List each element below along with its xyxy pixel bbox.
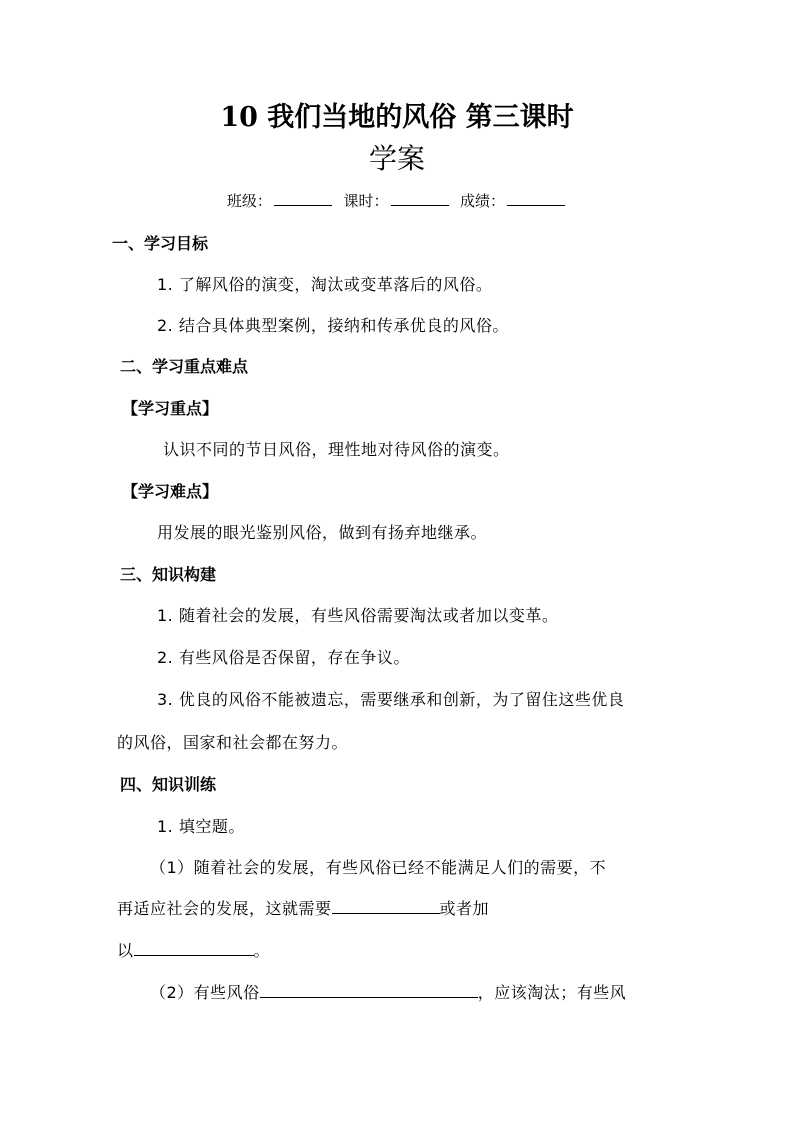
class-blank xyxy=(274,191,332,206)
knowledge-item-3-line1: 3. 优良的风俗不能被遗忘，需要继承和创新，为了留住这些优良 xyxy=(157,690,625,709)
part-1-text-b: 或者加 xyxy=(439,899,490,918)
question-1-part-1-line1: （1）随着社会的发展，有些风俗已经不能满足人们的需要，不 xyxy=(150,858,607,877)
key-point-label: 【学习重点】 xyxy=(122,399,219,418)
student-info-line xyxy=(0,190,794,212)
part-1-text-d: 。 xyxy=(253,941,271,960)
difficulty-label: 【学习难点】 xyxy=(122,482,219,501)
class-label: 班级： xyxy=(226,192,272,210)
section-heading-key-points: 二、学习重点难点 xyxy=(120,357,249,376)
objective-item-1: 1. 了解风俗的演变，淘汰或变革落后的风俗。 xyxy=(157,275,493,294)
part-2-text-b: ，应该淘汰；有些风 xyxy=(477,983,627,1002)
knowledge-item-3-line2: 的风俗，国家和社会都在努力。 xyxy=(117,733,349,752)
objective-item-2: 2. 结合具体典型案例，接纳和传承优良的风俗。 xyxy=(157,316,509,335)
section-heading-objectives: 一、学习目标 xyxy=(112,234,209,253)
period-blank xyxy=(391,191,449,206)
question-1-label: 1. 填空题。 xyxy=(157,817,245,836)
difficulty-text: 用发展的眼光鉴别风俗，做到有扬弃地继承。 xyxy=(157,523,488,542)
section-heading-practice: 四、知识训练 xyxy=(120,775,217,794)
answer-blank-1[interactable] xyxy=(332,897,440,914)
page-subtitle: 学案 xyxy=(368,142,425,175)
score-label: 成绩： xyxy=(460,192,506,210)
part-2-text-a: （2）有些风俗 xyxy=(150,983,260,1002)
knowledge-item-1: 1. 随着社会的发展，有些风俗需要淘汰或者加以变革。 xyxy=(157,606,559,625)
part-1-text-a: 再适应社会的发展，这就需要 xyxy=(117,899,332,918)
answer-blank-2[interactable] xyxy=(134,939,254,956)
page-title: 10 我们当地的风俗 第三课时 xyxy=(220,102,574,133)
question-1-part-2-line1 xyxy=(150,981,626,1005)
question-1-part-1-line2 xyxy=(117,897,489,921)
section-heading-knowledge: 三、知识构建 xyxy=(120,565,217,584)
score-blank xyxy=(507,191,565,206)
part-1-text-c: 以 xyxy=(117,941,134,960)
knowledge-item-2: 2. 有些风俗是否保留，存在争议。 xyxy=(157,648,410,667)
period-label: 课时： xyxy=(343,192,389,210)
question-1-part-1-line3 xyxy=(117,939,270,963)
key-point-text: 认识不同的节日风俗，理性地对待风俗的演变。 xyxy=(163,440,510,459)
answer-blank-3[interactable] xyxy=(260,981,478,998)
